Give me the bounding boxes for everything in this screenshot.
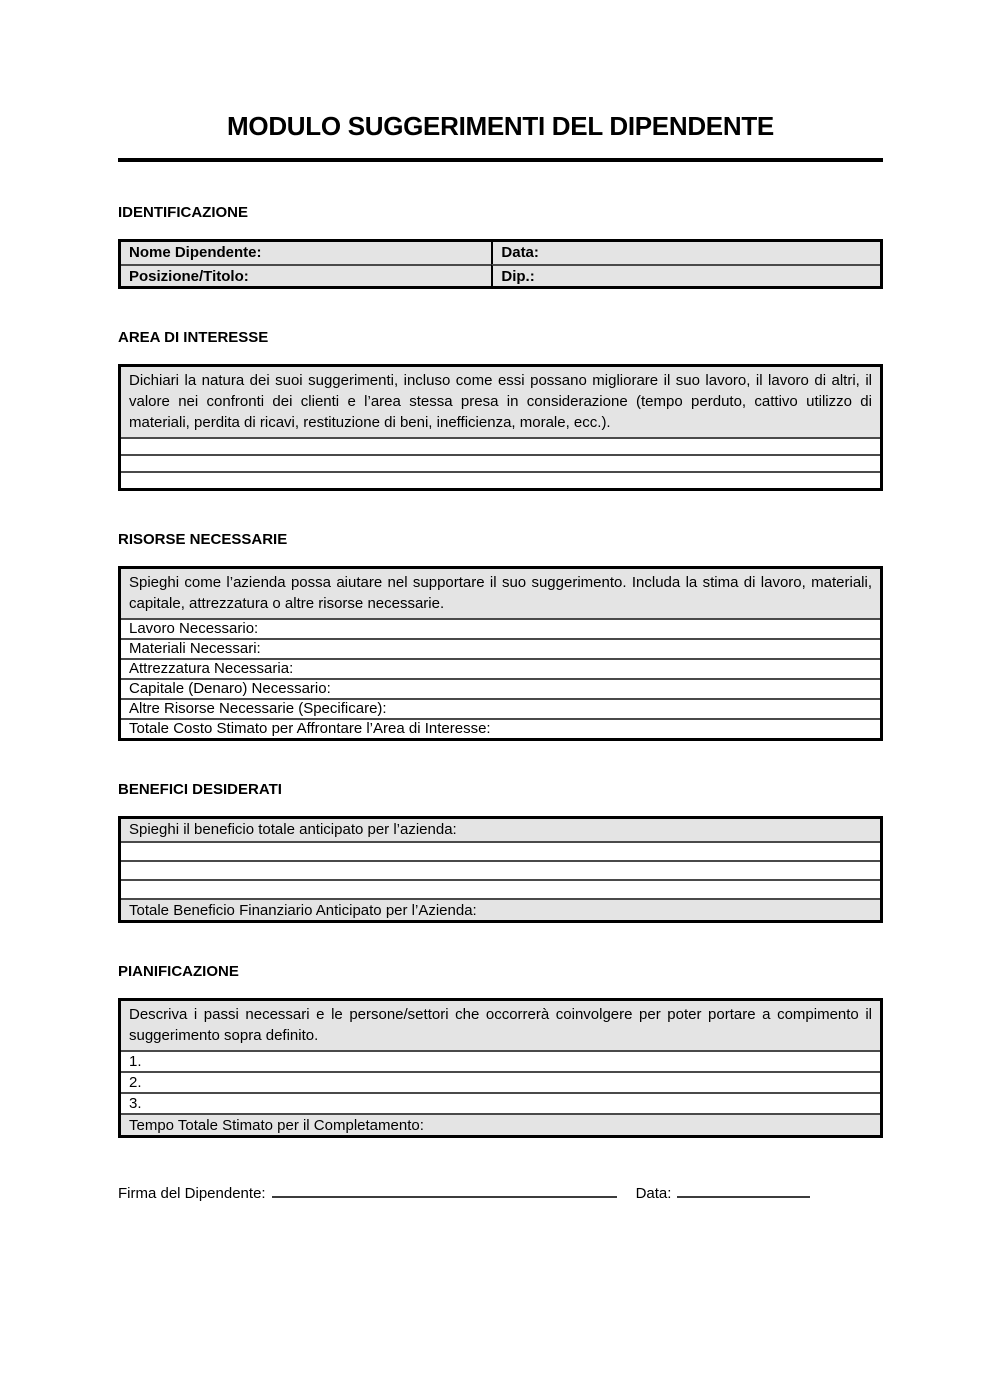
- page-title: MODULO SUGGERIMENTI DEL DIPENDENTE: [227, 111, 774, 141]
- table-row-totale-costo: Totale Costo Stimato per Affrontare l’Area di Interesse:: [121, 718, 880, 738]
- blank-row: [121, 879, 880, 898]
- blank-row: [121, 860, 880, 879]
- signature-line: [272, 1184, 617, 1198]
- table-row-altre-risorse: Altre Risorse Necessarie (Specificare):: [121, 698, 880, 718]
- table-row-step-3: 3.: [121, 1092, 880, 1113]
- field-data: Data:: [491, 242, 880, 264]
- area-di-interesse-table: [118, 364, 883, 491]
- field-posizione-titolo: Posizione/Titolo:: [121, 264, 491, 286]
- table-row-lavoro: Lavoro Necessario:: [121, 618, 880, 638]
- risorse-necessarie-table: [118, 566, 883, 741]
- document-page: [0, 108, 1000, 1398]
- blank-row: [121, 841, 880, 860]
- section-heading-area-di-interesse: AREA DI INTERESSE: [118, 329, 269, 346]
- date-label: Data:: [635, 1185, 672, 1202]
- blank-row: [121, 471, 880, 488]
- blank-row: [121, 437, 880, 454]
- benefici-desiderati-table: [118, 816, 883, 923]
- signature-label: Firma del Dipendente:: [118, 1185, 266, 1202]
- date-line: [677, 1184, 810, 1198]
- table-row-totale-beneficio: Totale Beneficio Finanziario Anticipato per l’Azienda:: [121, 898, 880, 920]
- instruction-cell: Spieghi come l’azienda possa aiutare nel supportare il suo suggerimento. Includa la stima di lavoro, materiali, capitale, attrezzatura o altre risorse necessarie.: [121, 569, 880, 618]
- section-heading-risorse-necessarie: RISORSE NECESSARIE: [118, 531, 288, 548]
- instruction-cell: Descriva i passi necessari e le persone/settori che occorrerà coinvolgere per poter portare a compimento il suggerimento sopra definito.: [121, 1001, 880, 1050]
- section-heading-pianificazione: PIANIFICAZIONE: [118, 963, 239, 980]
- instruction-cell: Dichiari la natura dei suoi suggerimenti, incluso come essi possano migliorare il suo lavoro, il lavoro di altri, il valore nei confronti dei clienti e l’area stessa presa in considerazione (tempo perduto, cattivo utilizzo di materiali, perdita di ricavi, restituzione di beni, inefficienza, morale, ecc.).: [121, 367, 880, 437]
- section-heading-identificazione: IDENTIFICAZIONE: [118, 204, 248, 221]
- pianificazione-table: [118, 998, 883, 1138]
- table-row-materiali: Materiali Necessari:: [121, 638, 880, 658]
- field-dip: Dip.:: [491, 264, 880, 286]
- section-heading-benefici-desiderati: BENEFICI DESIDERATI: [118, 781, 282, 798]
- signature-row: [118, 1184, 883, 1204]
- instruction-cell: Spieghi il beneficio totale anticipato per l’azienda:: [121, 819, 880, 841]
- identification-table: [118, 239, 883, 289]
- field-nome-dipendente: Nome Dipendente:: [121, 242, 491, 264]
- table-row-step-1: 1.: [121, 1050, 880, 1071]
- table-row-step-2: 2.: [121, 1071, 880, 1092]
- table-row-attrezzatura: Attrezzatura Necessaria:: [121, 658, 880, 678]
- blank-row: [121, 454, 880, 471]
- table-row-capitale: Capitale (Denaro) Necessario:: [121, 678, 880, 698]
- document-content: [118, 108, 883, 1204]
- table-row-tempo-totale: Tempo Totale Stimato per il Completamento:: [121, 1113, 880, 1135]
- title-rule: [118, 158, 883, 162]
